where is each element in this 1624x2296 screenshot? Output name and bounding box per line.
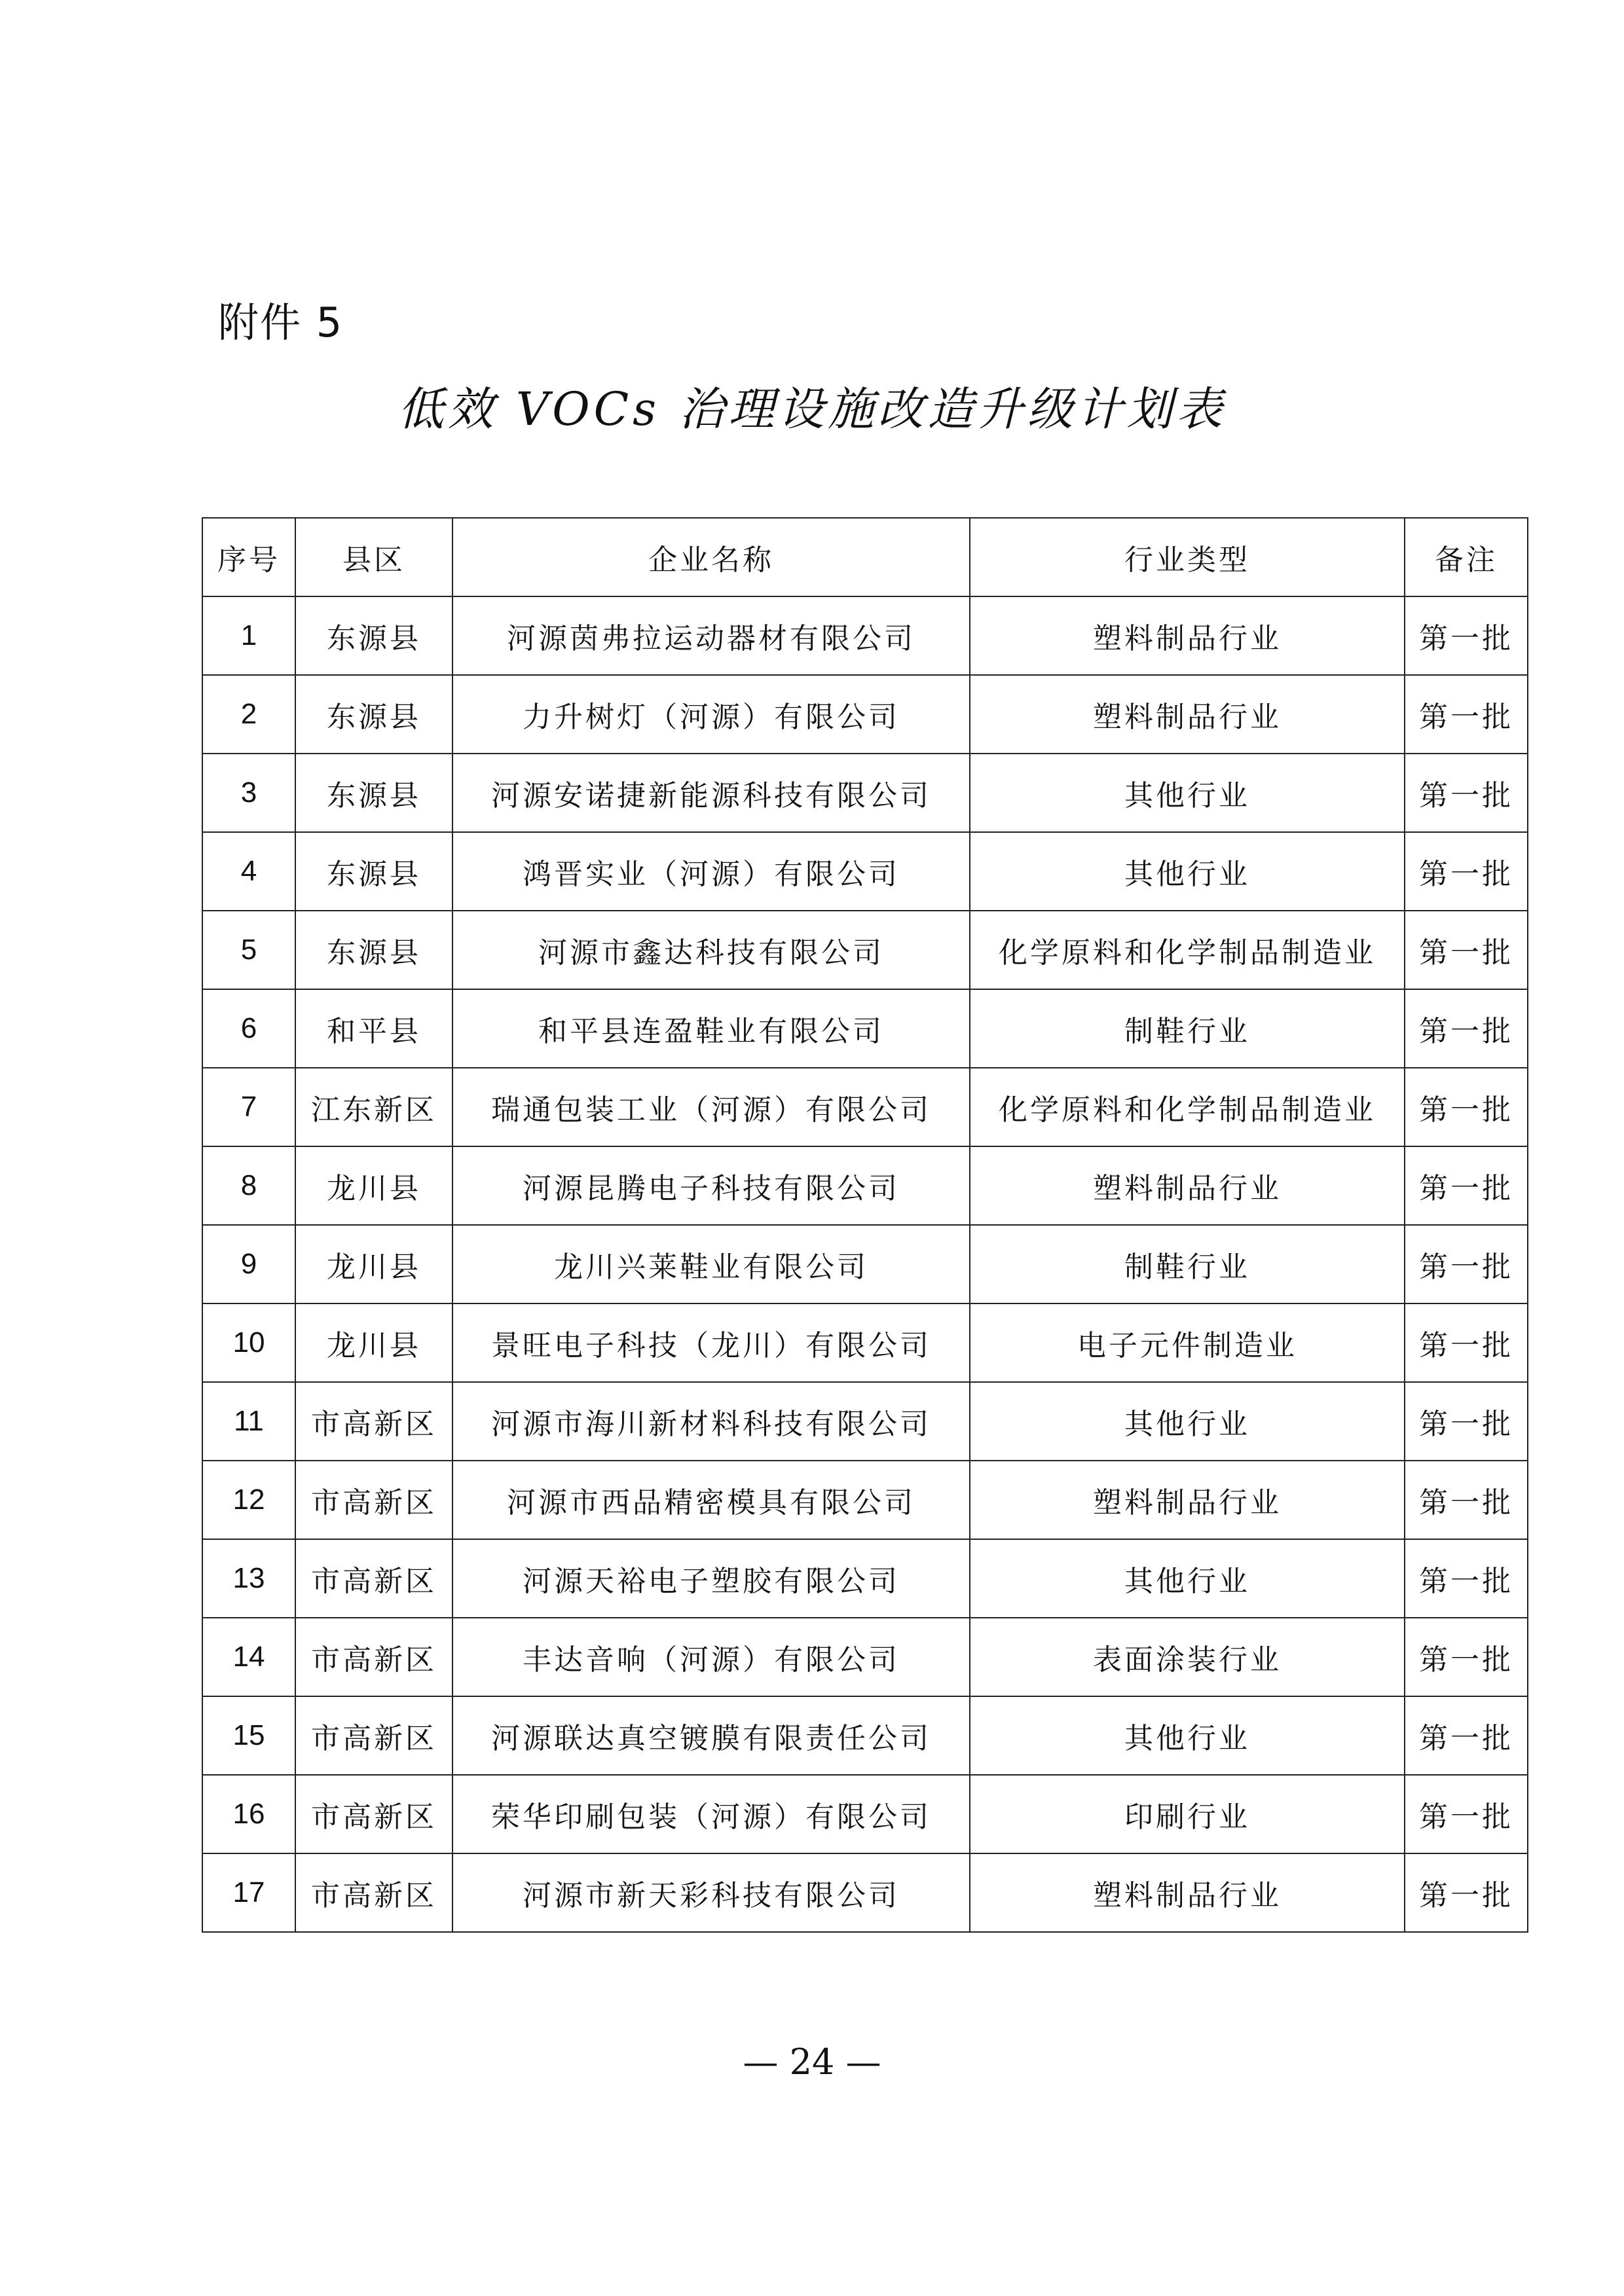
cell-seq: 15 [202,1696,295,1775]
cell-industry: 化学原料和化学制品制造业 [970,911,1405,989]
cell-company: 景旺电子科技（龙川）有限公司 [452,1303,970,1382]
cell-county: 市高新区 [295,1618,452,1696]
cell-company: 河源市鑫达科技有限公司 [452,911,970,989]
cell-county: 东源县 [295,596,452,675]
cell-industry: 表面涂装行业 [970,1618,1405,1696]
cell-industry: 塑料制品行业 [970,1461,1405,1539]
table-row [202,911,1528,989]
cell-county: 和平县 [295,989,452,1068]
cell-county: 龙川县 [295,1225,452,1303]
cell-remark: 第一批 [1405,832,1528,911]
cell-company: 河源联达真空镀膜有限责任公司 [452,1696,970,1775]
cell-remark: 第一批 [1405,1146,1528,1225]
cell-seq: 11 [202,1382,295,1461]
header-industry: 行业类型 [970,518,1405,596]
cell-company: 龙川兴莱鞋业有限公司 [452,1225,970,1303]
cell-company: 河源昆腾电子科技有限公司 [452,1146,970,1225]
cell-industry: 其他行业 [970,754,1405,832]
cell-remark: 第一批 [1405,1696,1528,1775]
table-row [202,1696,1528,1775]
cell-county: 东源县 [295,832,452,911]
cell-industry: 其他行业 [970,1382,1405,1461]
header-county: 县区 [295,518,452,596]
cell-seq: 9 [202,1225,295,1303]
cell-remark: 第一批 [1405,1775,1528,1853]
table-row [202,596,1528,675]
cell-industry: 电子元件制造业 [970,1303,1405,1382]
cell-county: 龙川县 [295,1146,452,1225]
cell-remark: 第一批 [1405,1461,1528,1539]
plan-table [202,517,1528,1933]
page-number: — 24 — [743,2041,881,2083]
cell-county: 龙川县 [295,1303,452,1382]
cell-seq: 12 [202,1461,295,1539]
cell-remark: 第一批 [1405,1225,1528,1303]
cell-county: 东源县 [295,754,452,832]
cell-remark: 第一批 [1405,596,1528,675]
table-row [202,1775,1528,1853]
cell-industry: 其他行业 [970,1539,1405,1618]
table-row [202,1225,1528,1303]
cell-remark: 第一批 [1405,911,1528,989]
cell-company: 河源天裕电子塑胶有限公司 [452,1539,970,1618]
cell-seq: 17 [202,1853,295,1932]
cell-remark: 第一批 [1405,1303,1528,1382]
cell-company: 河源市新天彩科技有限公司 [452,1853,970,1932]
cell-company: 河源安诺捷新能源科技有限公司 [452,754,970,832]
table-header-row [202,518,1528,596]
cell-seq: 5 [202,911,295,989]
cell-company: 河源市西品精密模具有限公司 [452,1461,970,1539]
cell-company: 荣华印刷包装（河源）有限公司 [452,1775,970,1853]
cell-remark: 第一批 [1405,754,1528,832]
cell-seq: 13 [202,1539,295,1618]
cell-seq: 8 [202,1146,295,1225]
cell-industry: 塑料制品行业 [970,596,1405,675]
header-remark: 备注 [1405,518,1528,596]
cell-county: 市高新区 [295,1775,452,1853]
page-title: 低效 VOCs 治理设施改造升级计划表 [397,382,1227,436]
cell-remark: 第一批 [1405,1068,1528,1146]
attachment-label: 附件 5 [218,299,344,346]
cell-seq: 2 [202,675,295,754]
cell-company: 和平县连盈鞋业有限公司 [452,989,970,1068]
table-row [202,1068,1528,1146]
cell-industry: 塑料制品行业 [970,1146,1405,1225]
cell-remark: 第一批 [1405,675,1528,754]
cell-seq: 3 [202,754,295,832]
cell-seq: 1 [202,596,295,675]
table-row [202,1303,1528,1382]
cell-remark: 第一批 [1405,989,1528,1068]
cell-industry: 制鞋行业 [970,989,1405,1068]
table-row [202,832,1528,911]
cell-company: 力升树灯（河源）有限公司 [452,675,970,754]
cell-county: 市高新区 [295,1853,452,1932]
header-seq: 序号 [202,518,295,596]
cell-company: 鸿晋实业（河源）有限公司 [452,832,970,911]
table-body [202,596,1528,1932]
table-row [202,1853,1528,1932]
cell-remark: 第一批 [1405,1853,1528,1932]
cell-seq: 6 [202,989,295,1068]
cell-county: 市高新区 [295,1382,452,1461]
table-row [202,675,1528,754]
cell-seq: 16 [202,1775,295,1853]
cell-industry: 其他行业 [970,832,1405,911]
cell-industry: 其他行业 [970,1696,1405,1775]
table-row [202,754,1528,832]
cell-county: 东源县 [295,911,452,989]
cell-company: 河源市海川新材料科技有限公司 [452,1382,970,1461]
cell-company: 丰达音响（河源）有限公司 [452,1618,970,1696]
cell-industry: 化学原料和化学制品制造业 [970,1068,1405,1146]
cell-county: 东源县 [295,675,452,754]
cell-seq: 7 [202,1068,295,1146]
table-row [202,1618,1528,1696]
table-row [202,1382,1528,1461]
cell-industry: 塑料制品行业 [970,675,1405,754]
cell-industry: 制鞋行业 [970,1225,1405,1303]
cell-county: 市高新区 [295,1461,452,1539]
cell-seq: 14 [202,1618,295,1696]
cell-remark: 第一批 [1405,1382,1528,1461]
cell-industry: 塑料制品行业 [970,1853,1405,1932]
cell-company: 河源茵弗拉运动器材有限公司 [452,596,970,675]
cell-remark: 第一批 [1405,1618,1528,1696]
header-company: 企业名称 [452,518,970,596]
table-row [202,1146,1528,1225]
cell-county: 市高新区 [295,1696,452,1775]
table-row [202,989,1528,1068]
table-row [202,1539,1528,1618]
table-row [202,1461,1528,1539]
cell-company: 瑞通包装工业（河源）有限公司 [452,1068,970,1146]
cell-county: 江东新区 [295,1068,452,1146]
cell-remark: 第一批 [1405,1539,1528,1618]
cell-county: 市高新区 [295,1539,452,1618]
cell-seq: 10 [202,1303,295,1382]
cell-seq: 4 [202,832,295,911]
cell-industry: 印刷行业 [970,1775,1405,1853]
